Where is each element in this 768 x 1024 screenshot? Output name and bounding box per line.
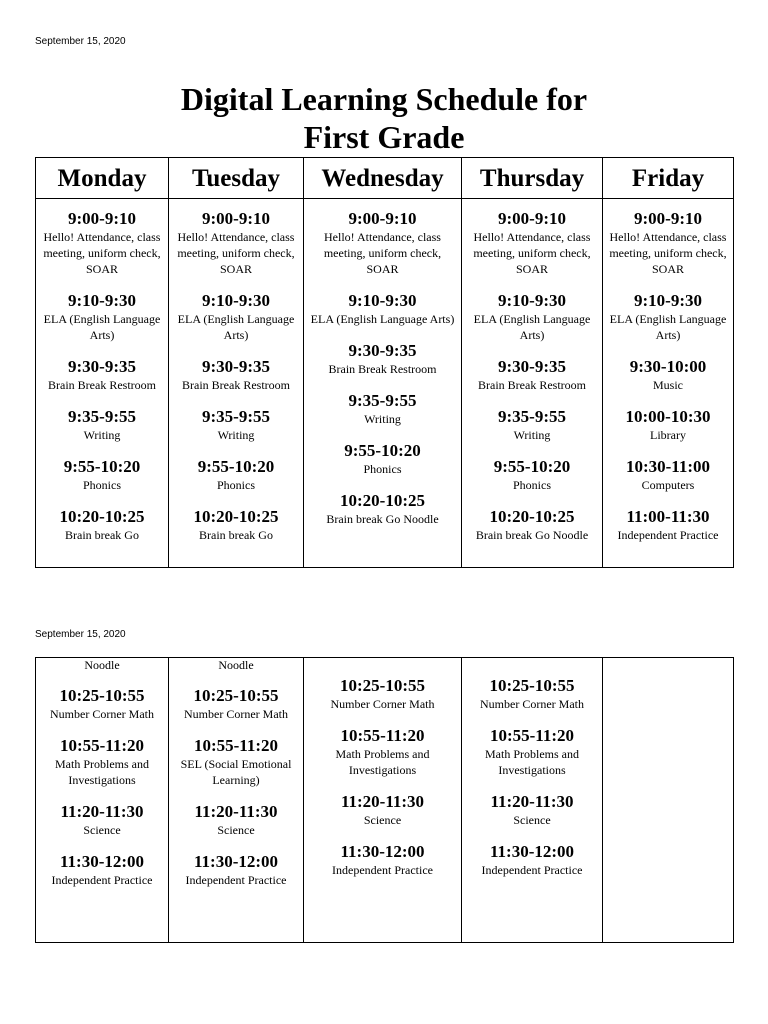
slot-time: 9:55-10:20 — [493, 457, 571, 476]
day-header-tuesday: Tuesday — [169, 158, 304, 199]
continued-activity-text: Noodle — [218, 658, 254, 672]
slot-time: 9:30-9:35 — [348, 341, 417, 360]
slot-activity: Brain Break Restroom — [478, 378, 586, 392]
slot-time: 10:20-10:25 — [59, 507, 145, 526]
slot-time: 11:30-12:00 — [193, 852, 279, 871]
slot-activity: Science — [363, 813, 402, 827]
slot-activity: Independent Practice — [481, 863, 583, 877]
slot-activity: Number Corner Math — [50, 707, 154, 721]
time-slot — [307, 491, 458, 527]
time-slot — [39, 357, 165, 393]
slot-time: 10:55-11:20 — [340, 726, 425, 745]
page-date: September 15, 2020 — [35, 36, 126, 47]
day-column-continued — [304, 658, 462, 943]
slot-time: 9:00-9:10 — [348, 209, 417, 228]
slot-time: 10:25-10:55 — [193, 686, 279, 705]
slot-time: 9:10-9:30 — [634, 291, 702, 310]
time-slot — [307, 726, 458, 778]
slot-time: 9:30-9:35 — [202, 357, 270, 376]
time-slot — [172, 357, 300, 393]
slot-activity: ELA (English Language Arts) — [609, 312, 727, 342]
time-slot — [172, 736, 300, 788]
time-slot — [39, 686, 165, 722]
time-slot — [307, 676, 458, 712]
slot-activity: Science — [83, 823, 121, 837]
slot-activity: Phonics — [216, 478, 255, 492]
slot-time: 10:20-10:25 — [193, 507, 279, 526]
day-column — [603, 199, 734, 568]
slot-time: 9:30-9:35 — [68, 357, 136, 376]
slot-activity: Writing — [217, 428, 255, 442]
day-header-row — [36, 158, 734, 199]
time-slot — [307, 842, 458, 878]
time-slot — [465, 792, 599, 828]
slot-time: 9:10-9:30 — [68, 291, 136, 310]
slot-activity: Hello! Attendance, class meeting, uniform check, SOAR — [177, 230, 295, 276]
title-line-2: First Grade — [303, 119, 465, 155]
slot-activity: Phonics — [82, 478, 121, 492]
page-title — [0, 80, 768, 156]
time-slot — [172, 852, 300, 888]
slot-time: 11:20-11:30 — [490, 792, 574, 811]
slot-time: 9:35-9:55 — [68, 407, 136, 426]
day-column — [304, 199, 462, 568]
page-date-2: September 15, 2020 — [35, 629, 126, 640]
slot-time: 9:00-9:10 — [498, 209, 566, 228]
slot-activity: Math Problems and Investigations — [55, 757, 149, 787]
title-line-1: Digital Learning Schedule for — [180, 81, 588, 117]
time-slot — [307, 792, 458, 828]
slot-time: 9:00-9:10 — [68, 209, 136, 228]
slot-time: 9:10-9:30 — [202, 291, 270, 310]
day-column-continued — [36, 658, 169, 943]
slot-activity: Hello! Attendance, class meeting, uniform check, SOAR — [609, 230, 727, 276]
slot-activity: Library — [650, 428, 686, 442]
slot-activity: Brain Break Restroom — [182, 378, 290, 392]
slot-activity: Hello! Attendance, class meeting, uniform check, SOAR — [473, 230, 591, 276]
slot-time: 9:55-10:20 — [63, 457, 141, 476]
slot-time: 10:20-10:25 — [489, 507, 575, 526]
slot-activity: ELA (English Language Arts) — [177, 312, 295, 342]
slot-time: 10:55-11:20 — [193, 736, 279, 755]
time-slot — [172, 209, 300, 277]
continued-activity-text: Noodle — [84, 658, 120, 672]
slot-activity: Brain break Go Noodle — [326, 512, 439, 526]
slot-time: 9:55-10:20 — [344, 441, 421, 460]
slot-activity: Number Corner Math — [480, 697, 584, 711]
slot-activity: Science — [513, 813, 551, 827]
slot-activity: ELA (English Language Arts) — [310, 312, 455, 326]
schedule-table-page-1 — [35, 157, 734, 568]
time-slot — [307, 209, 458, 277]
time-slot — [307, 341, 458, 377]
time-slot — [172, 457, 300, 493]
slot-activity: Brain break Go Noodle — [475, 528, 589, 542]
slot-activity: Math Problems and Investigations — [335, 747, 430, 777]
slot-activity: ELA (English Language Arts) — [43, 312, 161, 342]
slot-activity: Brain break Go — [199, 528, 273, 542]
time-slot — [307, 291, 458, 327]
slot-activity: Writing — [364, 412, 401, 426]
slot-time: 10:25-10:55 — [489, 676, 575, 695]
slot-activity: Brain Break Restroom — [48, 378, 156, 392]
time-slot — [465, 457, 599, 493]
time-slot — [465, 209, 599, 277]
time-slot — [606, 407, 730, 443]
slot-activity: Hello! Attendance, class meeting, uniform check, SOAR — [43, 230, 161, 276]
time-slot — [606, 209, 730, 277]
time-slot — [172, 802, 300, 838]
slot-time: 9:55-10:20 — [197, 457, 275, 476]
slot-time: 9:30-9:35 — [498, 357, 566, 376]
slot-time: 10:30-11:00 — [625, 457, 711, 476]
time-slot — [606, 291, 730, 343]
time-slot — [172, 407, 300, 443]
slot-activity: Writing — [513, 428, 551, 442]
day-header-monday: Monday — [36, 158, 169, 199]
slot-activity: Brain break Go — [65, 528, 139, 542]
time-slot — [465, 357, 599, 393]
time-slot — [39, 407, 165, 443]
time-slot — [465, 407, 599, 443]
time-slot — [606, 507, 730, 543]
day-column-continued — [169, 658, 304, 943]
slot-time: 11:20-11:30 — [60, 802, 144, 821]
slot-time: 10:20-10:25 — [340, 491, 425, 510]
slot-activity: Independent Practice — [332, 863, 433, 877]
slot-activity: Phonics — [512, 478, 551, 492]
time-slot — [39, 457, 165, 493]
slot-activity: Music — [653, 378, 683, 392]
time-slot — [39, 802, 165, 838]
slot-time: 11:30-12:00 — [340, 842, 425, 861]
day-column — [169, 199, 304, 568]
slot-time: 9:10-9:30 — [348, 291, 417, 310]
day-header-thursday: Thursday — [462, 158, 603, 199]
slot-time: 9:10-9:30 — [498, 291, 566, 310]
time-slot — [39, 736, 165, 788]
day-column-continued — [462, 658, 603, 943]
slot-time: 10:25-10:55 — [59, 686, 145, 705]
time-slot — [606, 457, 730, 493]
slot-time: 10:00-10:30 — [625, 407, 711, 426]
slot-activity: Number Corner Math — [184, 707, 288, 721]
day-column — [36, 199, 169, 568]
slot-time: 10:25-10:55 — [340, 676, 425, 695]
slot-time: 9:35-9:55 — [348, 391, 417, 410]
slot-time: 11:00-11:30 — [626, 507, 710, 526]
slot-activity: Science — [217, 823, 255, 837]
time-slot — [172, 686, 300, 722]
time-slot — [307, 391, 458, 427]
time-slot — [465, 676, 599, 712]
slot-time: 9:35-9:55 — [498, 407, 566, 426]
day-column — [462, 199, 603, 568]
slot-time: 10:55-11:20 — [489, 726, 575, 745]
time-slot — [465, 507, 599, 543]
slot-activity: Independent Practice — [51, 873, 153, 887]
time-slot — [465, 726, 599, 778]
slot-time: 9:35-9:55 — [202, 407, 270, 426]
slot-time: 9:00-9:10 — [634, 209, 702, 228]
slot-activity: Writing — [83, 428, 121, 442]
slot-time: 9:30-10:00 — [629, 357, 707, 376]
slot-activity: Hello! Attendance, class meeting, uniform check, SOAR — [323, 230, 442, 276]
day-header-wednesday: Wednesday — [304, 158, 462, 199]
slot-activity: Math Problems and Investigations — [485, 747, 579, 777]
time-slot — [39, 209, 165, 277]
time-slot — [39, 852, 165, 888]
slot-time: 11:30-12:00 — [59, 852, 145, 871]
slot-activity: ELA (English Language Arts) — [473, 312, 591, 342]
day-column-continued — [603, 658, 734, 943]
slot-activity: Computers — [641, 478, 695, 492]
time-slot — [172, 291, 300, 343]
time-slot — [39, 291, 165, 343]
schedule-table-page-2 — [35, 657, 734, 943]
time-slot — [606, 357, 730, 393]
slot-activity: Number Corner Math — [330, 697, 435, 711]
slot-activity: SEL (Social Emotional Learning) — [180, 757, 292, 787]
slot-time: 10:55-11:20 — [59, 736, 145, 755]
time-slot — [39, 507, 165, 543]
time-slot — [465, 842, 599, 878]
slot-time: 11:20-11:30 — [194, 802, 278, 821]
slot-time: 11:30-12:00 — [489, 842, 575, 861]
slot-activity: Independent Practice — [617, 528, 719, 542]
slot-activity: Brain Break Restroom — [328, 362, 437, 376]
time-slot — [465, 291, 599, 343]
slot-activity: Independent Practice — [185, 873, 287, 887]
time-slot — [172, 507, 300, 543]
slot-activity: Phonics — [363, 462, 402, 476]
time-slot — [307, 441, 458, 477]
day-header-friday: Friday — [603, 158, 734, 199]
slot-time: 11:20-11:30 — [340, 792, 425, 811]
slot-time: 9:00-9:10 — [202, 209, 270, 228]
